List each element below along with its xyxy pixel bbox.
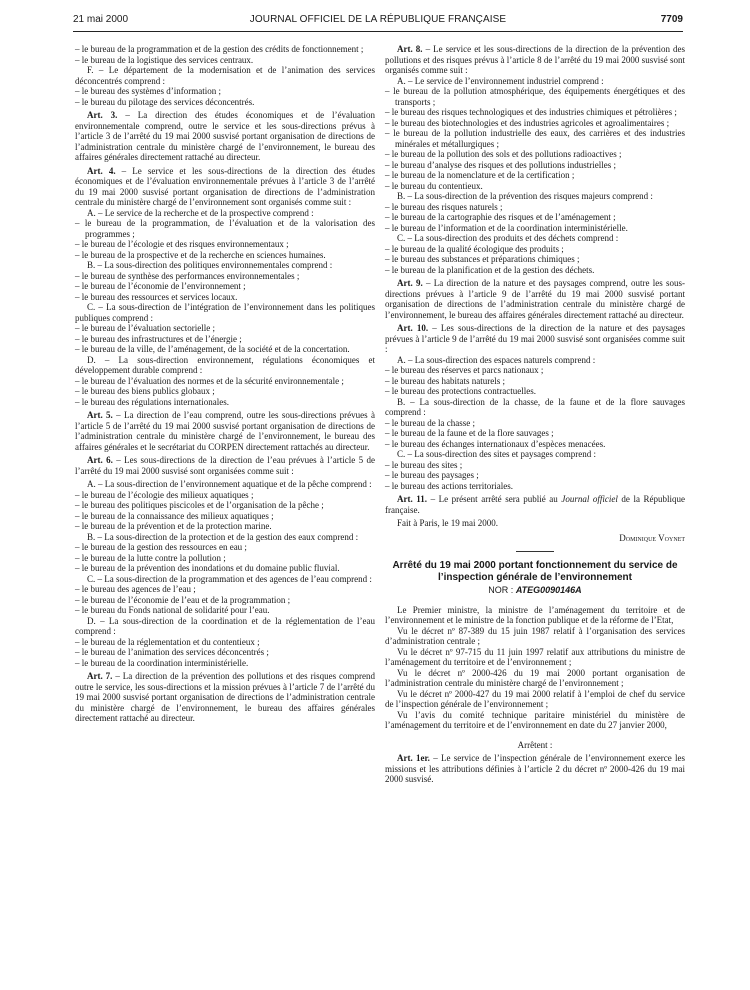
- section-heading: B. – La sous-direction de la protection et de la gestion des eaux comprend :: [87, 531, 359, 542]
- list-item: – le bureau des risques naturels ;: [385, 201, 503, 212]
- article-text: – La direction des études économiques et de l’évaluation environnementale comprend, outre le service et les sous-directions prévus à l’article 3 de l’arrêté du 19 mai 2000 susvisé portant organisation de directions de l’administration centrale du ministère chargé de l’environnement, le bureau des affaires générales directement rattaché au directeur.: [75, 110, 375, 162]
- list-item: – le bureau de la qualité écologique des produits ;: [385, 243, 564, 254]
- decree-title: Arrêté du 19 mai 2000 portant fonctionnement du service de l’inspection générale de l’environnement: [392, 560, 678, 583]
- article-text: – Le service et les sous-directions de la direction des études économiques et de l’évaluation environnementale prévues à l’article 3 de l’arrêté du 19 mai 2000 susvisé portant organisation de directions de l’administration centrale du ministère chargé de l’environnement sont organisés comme suit :: [75, 165, 375, 207]
- header-date: 21 mai 2000: [73, 14, 129, 25]
- article-text: – La direction de la prévention des pollutions et des risques comprend outre le service, les sous-directions et la mission prévues à l’article 7 de l’arrêté du 19 mai 2000 susvisé portant organisation de directions de l’administration centrale du ministère chargé de l’environnement, le bureau des affaires générales directement rattaché au directeur.: [75, 671, 375, 723]
- article-text: – Les sous-directions de la direction de la nature et des paysages prévues à l’article 9 de l’arrêté du 19 mai 2000 susvisé sont organisées comme suit :: [385, 323, 686, 354]
- visa: Vu le décret nº 97-715 du 11 juin 1997 relatif aux attributions du ministre de l’aménagement du territoire et de l’environnement ;: [385, 646, 685, 667]
- article-9: [385, 278, 685, 320]
- section-heading: A. – Le service de la recherche et de la prospective comprend :: [87, 207, 314, 218]
- article-label: Art. 3.: [87, 110, 118, 120]
- section-heading: D. – La sous-direction de la coordination et de la réglementation de l’eau comprend :: [75, 615, 375, 636]
- list-item: – le bureau de la lutte contre la pollution ;: [75, 552, 226, 563]
- list-item: – le bureau de la cartographie des risques et de l’aménagement ;: [385, 212, 616, 222]
- arretent: Arrêtent :: [517, 739, 553, 750]
- list-item: – le bureau des ressources et services locaux.: [75, 291, 238, 302]
- list-item: – le bureau du Fonds national de solidarité pour l’eau.: [75, 605, 270, 615]
- list-item: – le bureau des politiques piscicoles et de l’organisation de la pêche ;: [75, 500, 324, 510]
- header-rule: [73, 31, 683, 32]
- article-7: [75, 671, 375, 724]
- list-item: – le bureau de la pollution des sols et des pollutions radioactives ;: [385, 149, 622, 159]
- list-item: – le bureau des agences de l’eau ;: [75, 584, 196, 594]
- section-heading: C. – La sous-direction des sites et paysages comprend :: [397, 449, 596, 459]
- article-label: Art. 1er.: [397, 753, 430, 763]
- list-item: – le bureau de l’économie de l’environnement ;: [75, 281, 246, 291]
- list-item: – le bureau de la gestion des ressources en eau ;: [75, 542, 247, 552]
- section-heading: D. – La sous-direction environnement, régulations économiques et développement durable comprend :: [75, 354, 375, 375]
- nor-reference: [385, 585, 685, 596]
- list-item: – le bureau de la programmation, de l’évaluation et de la valorisation des programmes ;: [75, 218, 375, 239]
- list-item: – le bureau des paysages ;: [385, 470, 479, 480]
- list-item: – le bureau de l’animation des services déconcentrés ;: [75, 647, 269, 657]
- article-6: [75, 455, 375, 476]
- list-item: – le bureau de la faune et de la flore sauvages ;: [385, 428, 554, 438]
- list-item: – le bureau de l’écologie et des risques environnementaux ;: [75, 239, 289, 249]
- list-item: – le bureau de la pollution industrielle des eaux, des carrières et des industries minérales et métallurgiques ;: [385, 128, 685, 149]
- article-8: [385, 44, 685, 76]
- section-heading: A. – Le service de l’environnement industriel comprend :: [397, 75, 604, 86]
- section-heading: A. – La sous-direction des espaces naturels comprend :: [397, 354, 596, 365]
- article-label: Art. 6.: [87, 455, 113, 465]
- article-text: – Les sous-directions de la direction de l’eau prévues à l’article 5 de l’arrêté du 19 mai 2000 susvisé sont organisées comme suit :: [75, 455, 375, 476]
- article-5: [75, 410, 375, 452]
- date-signed: Fait à Paris, le 19 mai 2000.: [397, 518, 498, 528]
- list-item: – le bureau de l’information et de la coordination interministérielle.: [385, 222, 628, 233]
- list-item: – le bureau de la réglementation et du contentieux ;: [75, 636, 260, 647]
- list-item: – le bureau des réserves et parcs nationaux ;: [385, 365, 544, 375]
- section-heading: A. – La sous-direction de l’environnement aquatique et de la pêche comprend :: [87, 479, 372, 489]
- left-column: [75, 44, 375, 724]
- page-number: 7709: [660, 14, 683, 25]
- list-item: – le bureau de la chasse ;: [385, 417, 475, 428]
- article-11: [385, 494, 685, 515]
- list-item: – le bureau des systèmes d’information ;: [75, 86, 221, 96]
- article-label: Art. 9.: [397, 278, 423, 288]
- journal-officiel-italic: Journal officiel: [561, 494, 618, 504]
- nor-label: NOR :: [488, 585, 516, 595]
- article-text: de la République française.: [385, 494, 686, 515]
- list-item: – le bureau des actions territoriales.: [385, 480, 513, 491]
- article-label: Art. 4.: [87, 165, 116, 176]
- article-text: – Le service et les sous-directions de la direction de la prévention des pollutions et des risques prévus à l’article 8 de l’arrêté du 19 mai 2000 susvisé sont organisés comme suit :: [385, 44, 685, 75]
- section-heading: C. – La sous-direction de l’intégration de l’environnement dans les politiques publiques comprend :: [75, 302, 375, 323]
- nor-value: ATEG0090146A: [515, 585, 582, 595]
- list-item: – le bureau de la connaissance des milieux aquatiques ;: [75, 510, 274, 521]
- list-item: – le bureau de la logistique des services centraux.: [75, 54, 254, 65]
- list-item: – le bureau des biens publics globaux ;: [75, 386, 215, 396]
- list-item: – le bureau de l’écologie des milieux aquatiques ;: [75, 489, 254, 500]
- section-heading: C. – La sous-direction de la programmation et des agences de l’eau comprend :: [87, 573, 372, 584]
- article-1: [385, 753, 685, 785]
- list-item: – le bureau de la programmation et de la gestion des crédits de fonctionnement ;: [75, 44, 364, 54]
- list-item: – le bureau de synthèse des performances environnementales ;: [75, 270, 300, 281]
- visa: Vu le décret nº 2000-427 du 19 mai 2000 relatif à l’emploi de chef du service de l’inspection générale de l’environnement ;: [385, 688, 685, 709]
- signature: Dominique Voynet: [619, 532, 685, 543]
- list-item: – le bureau de la planification et de la gestion des déchets.: [385, 264, 595, 275]
- list-item: – le bureau des échanges internationaux d’espèces menacées.: [385, 438, 606, 449]
- section-heading: B. – La sous-direction des politiques environnementales comprend :: [87, 260, 333, 270]
- list-item: – le bureau des régulations internationales.: [75, 396, 229, 407]
- article-4: [75, 166, 375, 208]
- article-label: Art. 11.: [397, 494, 428, 504]
- article-label: Art. 8.: [397, 44, 423, 54]
- article-label: Art. 10.: [397, 323, 429, 333]
- list-item: – le bureau des sites ;: [385, 459, 463, 470]
- article-text: – La direction de la nature et des paysages comprend, outre les sous-directions prévues à l’article 9 de l’arrêté du 19 mai 2000 susvisé portant organisation de directions de l’administration centrale du ministère chargé de l’environnement, le bureau des affaires générales directement rattaché au directeur.: [385, 278, 685, 320]
- list-item: – le bureau du pilotage des services déconcentrés.: [75, 96, 255, 107]
- list-item: – le bureau des biotechnologies et des industries agricoles et agroalimentaires ;: [385, 117, 670, 128]
- visa: Vu le décret nº 87-389 du 15 juin 1987 relatif à l’organisation des services d’administration centrale ;: [385, 625, 685, 646]
- article-text: – Le présent arrêté sera publié au: [427, 494, 562, 504]
- list-item: – le bureau d’analyse des risques et des pollutions industrielles ;: [385, 159, 616, 170]
- list-item: – le bureau du contentieux.: [385, 180, 483, 191]
- list-item: – le bureau des infrastructures et de l’énergie ;: [75, 333, 242, 344]
- article-label: Art. 5.: [87, 410, 113, 420]
- section-heading: F. – Le département de la modernisation et de l’animation des services déconcentrés comprend :: [75, 65, 375, 86]
- article-text: – Le service de l’inspection générale de l’environnement exerce les missions et les attributions définies à l’article 2 du décret nº 2000-426 du 19 mai 2000 susvisé.: [385, 753, 686, 784]
- section-heading: B. – La sous-direction de la prévention des risques majeurs comprend :: [397, 191, 653, 201]
- list-item: – le bureau de l’évaluation sectorielle ;: [75, 323, 215, 333]
- section-heading: C. – La sous-direction des produits et des déchets comprend :: [397, 233, 619, 243]
- list-item: – le bureau de la prévention des inondations et du domaine public fluvial.: [75, 563, 340, 573]
- right-column: [385, 44, 685, 785]
- visa: Vu l’avis du comité technique paritaire ministériel du ministère de l’aménagement du territoire et de l’environnement en date du 27 janvier 2000,: [385, 709, 685, 730]
- list-item: – le bureau des substances et préparations chimiques ;: [385, 254, 580, 264]
- list-item: – le bureau de l’évaluation des normes et de la sécurité environnementale ;: [75, 375, 344, 386]
- list-item: – le bureau de la prospective et de la recherche en sciences humaines.: [75, 249, 326, 260]
- section-divider: [516, 551, 554, 552]
- list-item: – le bureau des protections contractuelles.: [385, 386, 536, 396]
- list-item: – le bureau de l’économie de l’eau et de la programmation ;: [75, 594, 291, 605]
- page-header: [73, 14, 683, 28]
- journal-title: JOURNAL OFFICIEL DE LA RÉPUBLIQUE FRANÇAISE: [249, 14, 507, 25]
- list-item: – le bureau des risques technologiques et des industries chimiques et pétrolières ;: [385, 107, 677, 117]
- visa: Vu le décret nº 2000-426 du 19 mai 2000 portant organisation de l’administration centrale du ministère chargé de l’environnement ;: [385, 667, 685, 688]
- preamble: Le Premier ministre, la ministre de l’aménagement du territoire et de l’environnement et le ministre de la fonction publique et de la réforme de l’Etat,: [385, 604, 685, 625]
- article-10: [385, 323, 685, 355]
- list-item: – le bureau de la ville, de l’aménagement, de la société et de la concertation.: [75, 344, 350, 354]
- list-item: – le bureau des habitats naturels ;: [385, 375, 505, 386]
- list-item: – le bureau de la prévention et de la protection marine.: [75, 521, 272, 531]
- list-item: – le bureau de la nomenclature et de la certification ;: [385, 170, 575, 180]
- section-heading: B. – La sous-direction de la chasse, de la faune et de la flore sauvages comprend :: [385, 396, 685, 417]
- article-label: Art. 7.: [87, 671, 113, 681]
- list-item: – le bureau de la pollution atmosphérique, des équipements énergétiques et des transports ;: [385, 86, 685, 107]
- article-3: [75, 110, 375, 163]
- article-text: – La direction de l’eau comprend, outre les sous-directions prévues à l’article 5 de l’arrêté du 19 mai 2000 susvisé portant organisation de directions de l’administration centrale du ministère chargé de l’environnement, le bureau des affaires générales et le secrétariat du CORPEN directement rattachés au directeur.: [75, 410, 375, 452]
- list-item: – le bureau de la coordination interministérielle.: [75, 657, 249, 668]
